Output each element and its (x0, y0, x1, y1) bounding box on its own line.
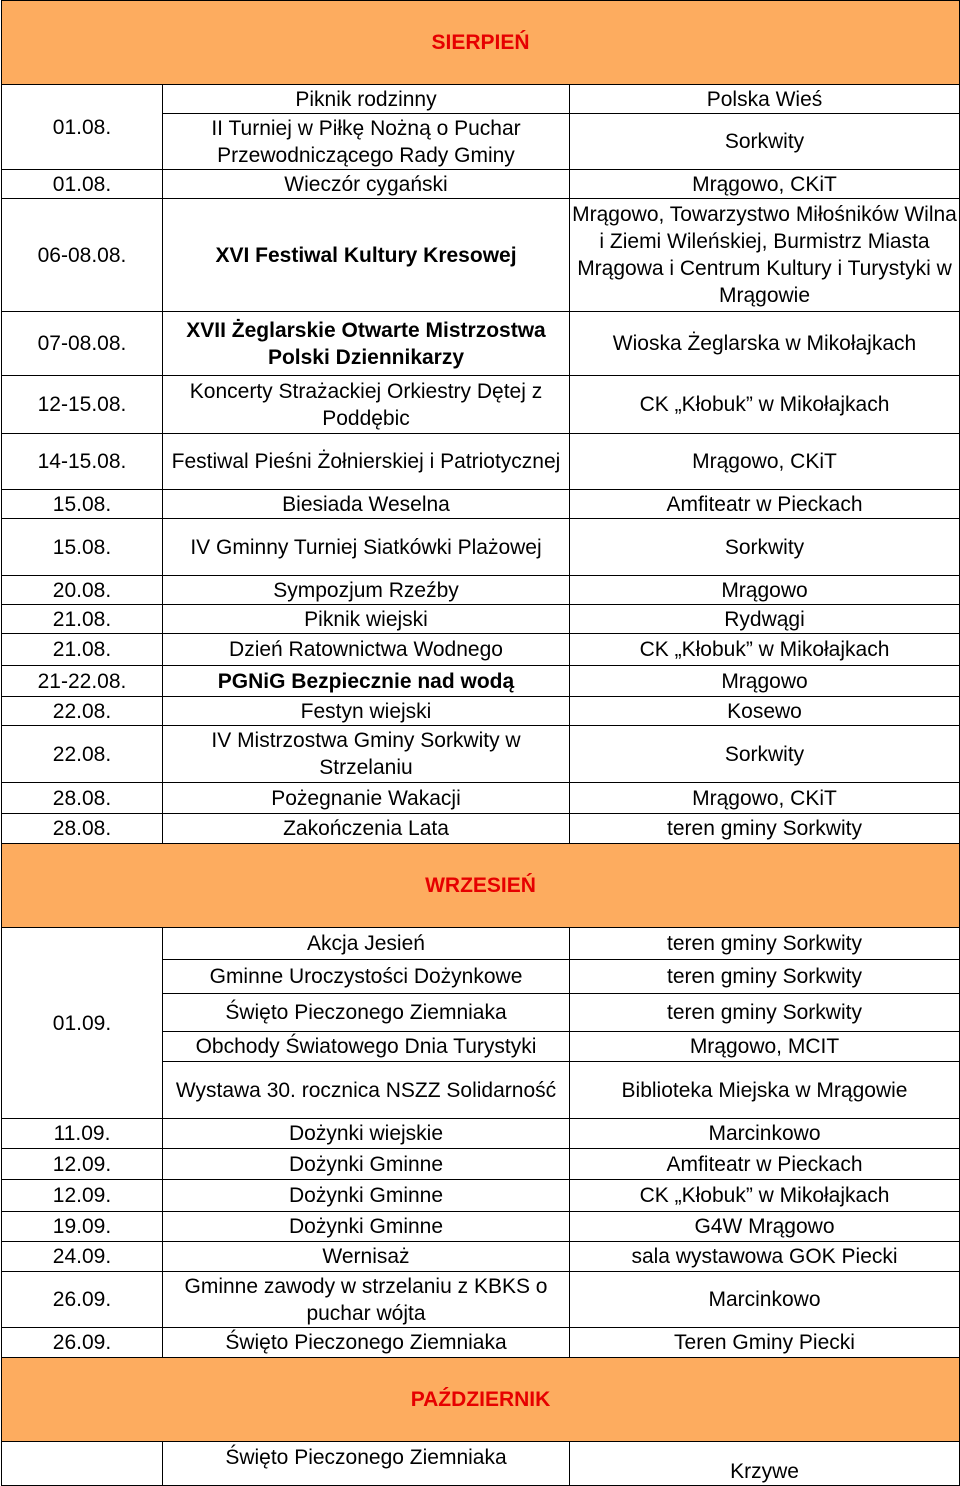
table-cell-date: 11.09. (2, 1119, 163, 1149)
table-cell-place: sala wystawowa GOK Piecki (570, 1242, 960, 1272)
table-cell-date: 22.08. (2, 726, 163, 783)
table-cell-event: Dożynki wiejskie (163, 1119, 570, 1149)
table-cell-place: G4W Mrągowo (570, 1212, 960, 1242)
table-cell-place: teren gminy Sorkwity (570, 960, 960, 994)
table-cell-date: 28.08. (2, 783, 163, 814)
table-cell-date: 21-22.08. (2, 666, 163, 697)
table-cell-date: 06-08.08. (2, 199, 163, 312)
table-cell-date: 01.08. (2, 170, 163, 199)
table-cell-event: Festiwal Pieśni Żołnierskiej i Patriotycznej (163, 434, 570, 490)
table-cell-place: teren gminy Sorkwity (570, 994, 960, 1032)
table-cell-event: Sympozjum Rzeźby (163, 576, 570, 605)
section-header-october: PAŹDZIERNIK (2, 1358, 960, 1442)
table-cell-place: Biblioteka Miejska w Mrągowie (570, 1062, 960, 1119)
table-cell-place: CK „Kłobuk” w Mikołajkach (570, 376, 960, 434)
table-cell-date: 22.08. (2, 697, 163, 726)
table-cell-date (2, 1442, 163, 1486)
table-cell-place: CK „Kłobuk” w Mikołajkach (570, 634, 960, 666)
table-cell-event: Akcja Jesień (163, 928, 570, 960)
table-cell-place: Marcinkowo (570, 1119, 960, 1149)
table-cell-place: Marcinkowo (570, 1272, 960, 1328)
events-table (1, 0, 960, 1486)
table-cell-date: 01.09. (2, 928, 163, 1119)
table-cell-event: Święto Pieczonego Ziemniaka (163, 1442, 570, 1486)
table-cell-event: XVI Festiwal Kultury Kresowej (163, 199, 570, 312)
table-cell-event: Festyn wiejski (163, 697, 570, 726)
table-cell-event: Gminne Uroczystości Dożynkowe (163, 960, 570, 994)
table-cell-place: Wioska Żeglarska w Mikołajkach (570, 312, 960, 376)
table-cell-event: Piknik rodzinny (163, 85, 570, 114)
table-cell-event: Pożegnanie Wakacji (163, 783, 570, 814)
table-cell-place: CK „Kłobuk” w Mikołajkach (570, 1180, 960, 1212)
table-cell-event: Gminne zawody w strzelaniu z KBKS o puchar wójta (163, 1272, 570, 1328)
table-cell-place: Mrągowo (570, 666, 960, 697)
table-cell-event: Wernisaż (163, 1242, 570, 1272)
table-cell-place: Kosewo (570, 697, 960, 726)
table-cell-date: 15.08. (2, 519, 163, 576)
table-cell-date: 12.09. (2, 1149, 163, 1180)
table-cell-date: 07-08.08. (2, 312, 163, 376)
table-cell-date: 12.09. (2, 1180, 163, 1212)
table-cell-date: 21.08. (2, 605, 163, 634)
table-cell-event: IV Mistrzostwa Gminy Sorkwity w Strzelaniu (163, 726, 570, 783)
table-cell-event: Wieczór cygański (163, 170, 570, 199)
table-cell-event: Dożynki Gminne (163, 1149, 570, 1180)
table-cell-place: Mrągowo, CKiT (570, 170, 960, 199)
table-cell-place: Sorkwity (570, 726, 960, 783)
table-cell-place: Sorkwity (570, 114, 960, 170)
table-cell-event: Dożynki Gminne (163, 1180, 570, 1212)
table-cell-place: Mrągowo, MCIT (570, 1032, 960, 1062)
table-cell-date: 21.08. (2, 634, 163, 666)
table-cell-date: 15.08. (2, 490, 163, 519)
section-header-august: SIERPIEŃ (2, 1, 960, 85)
table-cell-event: Biesiada Weselna (163, 490, 570, 519)
table-cell-date: 24.09. (2, 1242, 163, 1272)
table-cell-place: teren gminy Sorkwity (570, 814, 960, 844)
table-cell-place: Mrągowo, CKiT (570, 434, 960, 490)
table-cell-date: 20.08. (2, 576, 163, 605)
table-cell-event: Święto Pieczonego Ziemniaka (163, 994, 570, 1032)
table-cell-event: XVII Żeglarskie Otwarte Mistrzostwa Polski Dziennikarzy (163, 312, 570, 376)
table-cell-place: Krzywe (570, 1442, 960, 1486)
table-cell-event: IV Gminny Turniej Siatkówki Plażowej (163, 519, 570, 576)
table-cell-event: Święto Pieczonego Ziemniaka (163, 1328, 570, 1358)
section-header-september: WRZESIEŃ (2, 844, 960, 928)
table-cell-place: teren gminy Sorkwity (570, 928, 960, 960)
table-cell-place: Mrągowo, Towarzystwo Miłośników Wilna i Ziemi Wileńskiej, Burmistrz Miasta Mrągowa i Centrum Kultury i Turystyki w Mrągowie (570, 199, 960, 312)
table-cell-event: II Turniej w Piłkę Nożną o Puchar Przewodniczącego Rady Gminy (163, 114, 570, 170)
table-cell-place: Sorkwity (570, 519, 960, 576)
table-cell-event: Zakończenia Lata (163, 814, 570, 844)
table-cell-event: PGNiG Bezpiecznie nad wodą (163, 666, 570, 697)
table-cell-place: Mrągowo (570, 576, 960, 605)
table-cell-event: Dzień Ratownictwa Wodnego (163, 634, 570, 666)
table-cell-date: 14-15.08. (2, 434, 163, 490)
table-cell-date: 19.09. (2, 1212, 163, 1242)
table-cell-event: Wystawa 30. rocznica NSZZ Solidarność (163, 1062, 570, 1119)
table-cell-event: Dożynki Gminne (163, 1212, 570, 1242)
table-cell-date: 26.09. (2, 1328, 163, 1358)
table-cell-place: Mrągowo, CKiT (570, 783, 960, 814)
table-cell-place: Rydwągi (570, 605, 960, 634)
table-cell-date: 26.09. (2, 1272, 163, 1328)
table-cell-place: Polska Wieś (570, 85, 960, 114)
table-cell-place: Amfiteatr w Pieckach (570, 1149, 960, 1180)
table-cell-place: Teren Gminy Piecki (570, 1328, 960, 1358)
table-cell-date: 01.08. (2, 85, 163, 170)
table-cell-date: 28.08. (2, 814, 163, 844)
table-cell-date: 12-15.08. (2, 376, 163, 434)
table-cell-event: Obchody Światowego Dnia Turystyki (163, 1032, 570, 1062)
table-cell-event: Piknik wiejski (163, 605, 570, 634)
table-cell-event: Koncerty Strażackiej Orkiestry Dętej z Poddębic (163, 376, 570, 434)
table-cell-place: Amfiteatr w Pieckach (570, 490, 960, 519)
